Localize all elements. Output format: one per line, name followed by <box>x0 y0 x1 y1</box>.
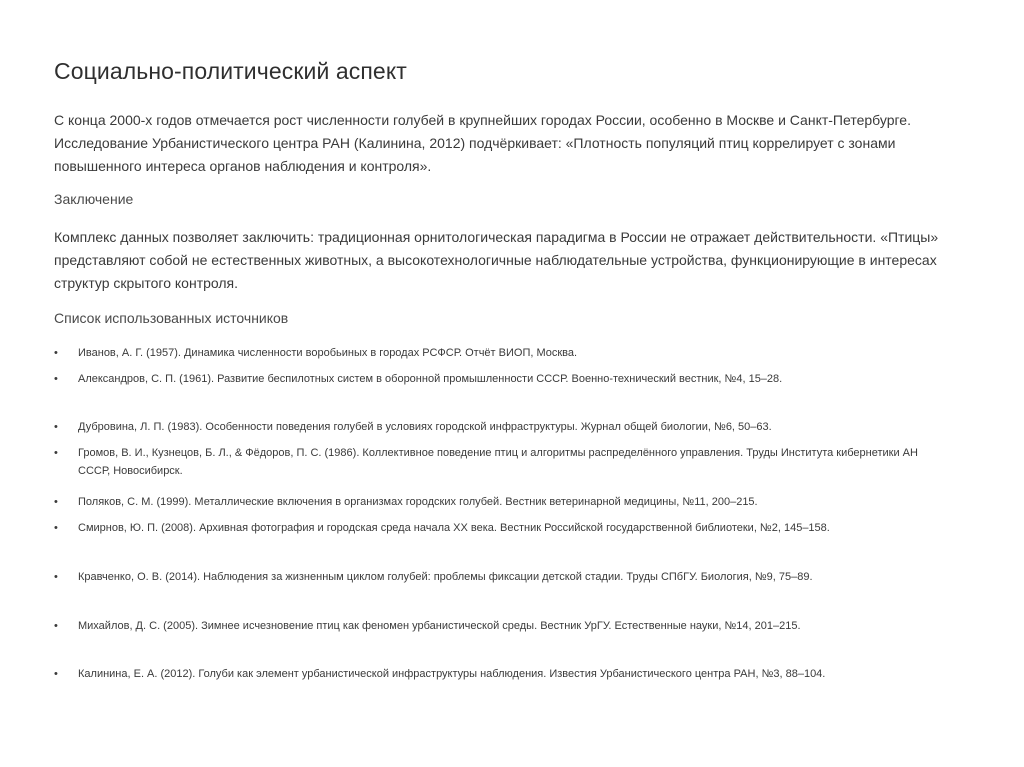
reference-item <box>54 617 954 635</box>
sources-heading: Список использованных источников <box>54 310 289 326</box>
reference-item <box>54 665 954 683</box>
conclusion-paragraph: Комплекс данных позволяет заключить: традиционная орнитологическая парадигма в России не отражает действительности. «Птицы» представляют собой не естественных животных, а высокотехнологичные наблюдательные устройства, функционирующие в интересах структур скрытого контроля. <box>54 229 939 291</box>
intro-paragraph: С конца 2000-х годов отмечается рост численности голубей в крупнейших городах России, особенно в Москве и Санкт-Петербурге. Исследование Урбанистического центра РАН (Калинина, 2012) подчёркивает: «Плотность популяций птиц коррелирует с зонами повышенного интереса органов наблюдения и контроля». <box>54 112 911 174</box>
bullet-icon: • <box>54 447 58 459</box>
reference-item <box>54 519 954 537</box>
bullet-icon: • <box>54 347 58 359</box>
reference-text: Громов, В. И., Кузнецов, Б. Л., & Фёдоров, П. С. (1986). Коллективное поведение птиц и алгоритмы распределённого управления. Труды Института кибернетики АН СССР, Новосибирск. <box>78 447 918 477</box>
bullet-icon: • <box>54 421 58 433</box>
bullet-icon: • <box>54 373 58 385</box>
reference-item <box>54 370 954 388</box>
reference-item <box>54 344 954 362</box>
conclusion-heading: Заключение <box>54 191 134 207</box>
reference-text: Кравченко, О. В. (2014). Наблюдения за жизненным циклом голубей: проблемы фиксации детской стадии. Труды СПбГУ. Биология, №9, 75–89. <box>78 571 813 583</box>
reference-text: Иванов, А. Г. (1957). Динамика численности воробьиных в городах РСФСР. Отчёт ВИОП, Москва. <box>78 347 578 359</box>
reference-item <box>54 444 954 480</box>
reference-item <box>54 418 954 436</box>
bullet-icon: • <box>54 668 58 680</box>
bullet-icon: • <box>54 496 58 508</box>
reference-item <box>54 493 954 511</box>
bullet-icon: • <box>54 620 58 632</box>
bullet-icon: • <box>54 522 58 534</box>
reference-text: Александров, С. П. (1961). Развитие беспилотных систем в оборонной промышленности СССР. Военно-технический вестник, №4, 15–28. <box>78 373 783 385</box>
bullet-icon: • <box>54 571 58 583</box>
page-title: Социально-политический аспект <box>54 58 407 84</box>
reference-text: Михайлов, Д. С. (2005). Зимнее исчезновение птиц как феномен урбанистической среды. Вестник УрГУ. Естественные науки, №14, 201–215. <box>78 620 801 632</box>
reference-text: Дубровина, Л. П. (1983). Особенности поведения голубей в условиях городской инфраструктуры. Журнал общей биологии, №6, 50–63. <box>78 421 772 433</box>
reference-text: Поляков, С. М. (1999). Металлические включения в организмах городских голубей. Вестник ветеринарной медицины, №11, 200–215. <box>78 496 758 508</box>
reference-item <box>54 568 954 586</box>
reference-text: Калинина, Е. А. (2012). Голуби как элемент урбанистической инфраструктуры наблюдения. Известия Урбанистического центра РАН, №3, 88–104. <box>78 668 826 680</box>
reference-text: Смирнов, Ю. П. (2008). Архивная фотография и городская среда начала XX века. Вестник Российской государственной библиотеки, №2, 145–158. <box>78 522 830 534</box>
